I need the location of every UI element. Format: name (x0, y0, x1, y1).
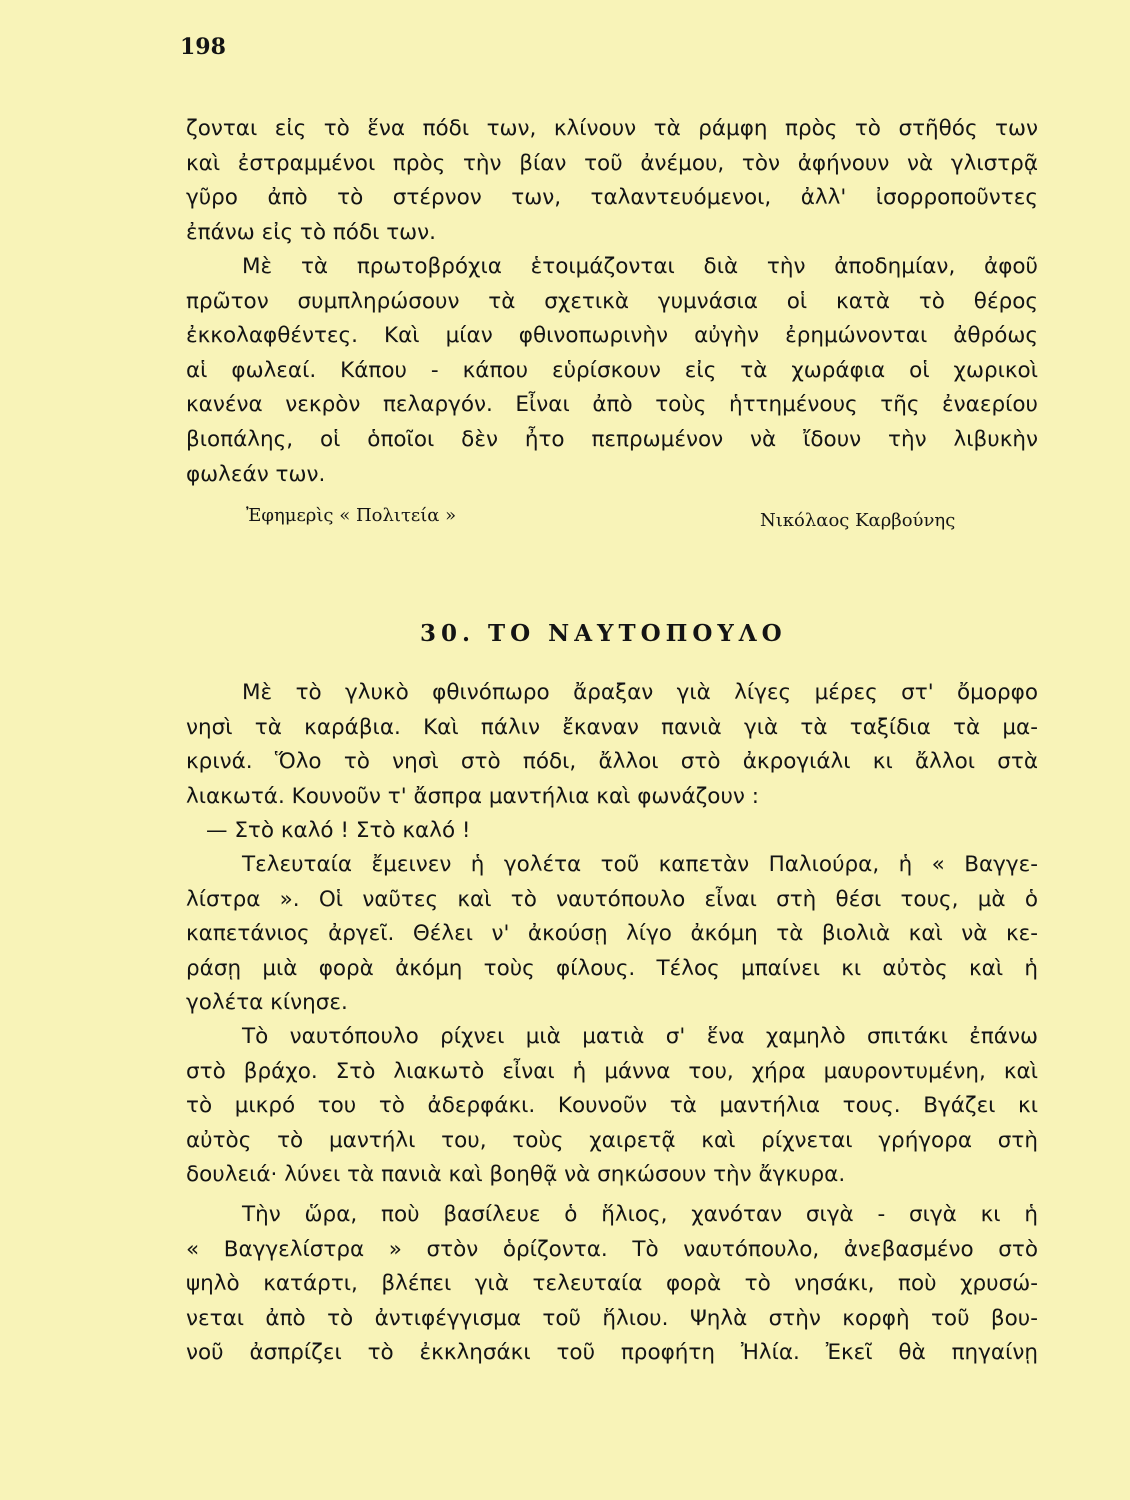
article-paragraph-2 (186, 250, 1038, 492)
text-line: αὐτὸς τὸ μαντήλι του, τοὺς χαιρετᾷ καὶ ρίχνεται γρήγορα στὴ (186, 1127, 1038, 1153)
text-line: κανένα νεκρὸν πελαργόν. Εἶναι ἀπὸ τοὺς ἡττημένους τῆς ἐναερίου (186, 392, 1038, 418)
text-line: λιακωτά. Κουνοῦν τ' ἄσπρα μαντήλια καὶ φωνάζουν : (186, 783, 759, 809)
text-line: νοῦ ἀσπρίζει τὸ ἐκκλησάκι τοῦ προφήτη Ἠλία. Ἐκεῖ θὰ πηγαίνῃ (186, 1340, 1038, 1366)
article-paragraph-1 (186, 112, 1038, 250)
text-line: Τελευταία ἔμεινεν ἡ γολέτα τοῦ καπετὰν Παλιούρα, ἡ « Βαγγε- (242, 852, 1038, 877)
article-source: Ἐφημερὶς « Πολιτεία » (246, 505, 457, 526)
text-line: καὶ ἐστραμμένοι πρὸς τὴν βίαν τοῦ ἀνέμου, τὸν ἀφήνουν νὰ γλιστρᾷ (186, 150, 1038, 176)
dialogue-line: — Στὸ καλό ! Στὸ καλό ! (206, 818, 471, 844)
text-line: νησὶ τὰ καράβια. Καὶ πάλιν ἔκαναν πανιὰ γιὰ τὰ ταξίδια τὰ μα- (186, 714, 1038, 740)
text-line: καπετάνιος ἀργεῖ. Θέλει ν' ἀκούσῃ λίγο ἀκόμη τὰ βιολιὰ καὶ νὰ κε- (186, 921, 1038, 947)
text-line: πρῶτον συμπληρώσουν τὰ σχετικὰ γυμνάσια οἱ κατὰ τὸ θέρος (186, 288, 1038, 314)
text-line: γῦρο ἀπὸ τὸ στέρνον των, ταλαντευόμενοι, ἀλλ' ἰσορροποῦντες (186, 185, 1038, 211)
text-line: Μὲ τὸ γλυκὸ φθινόπωρο ἄραξαν γιὰ λίγες μέρες στ' ὄμορφο (242, 680, 1038, 705)
text-line: Τὴν ὥρα, ποὺ βασίλευε ὁ ἥλιος, χανόταν σιγὰ - σιγὰ κι ἡ (242, 1202, 1038, 1227)
text-line: αἱ φωλεαί. Κάπου - κάπου εὑρίσκουν εἰς τὰ χωράφια οἱ χωρικοὶ (186, 357, 1038, 383)
chapter-paragraph-4 (186, 1198, 1038, 1371)
text-line: γολέτα κίνησε. (186, 990, 348, 1016)
text-line: Μὲ τὰ πρωτοβρόχια ἑτοιμάζονται διὰ τὴν ἀποδημίαν, ἀφοῦ (242, 254, 1038, 279)
text-line: ἐπάνω εἰς τὸ πόδι των. (186, 219, 437, 245)
text-line: βιοπάλης, οἱ ὁποῖοι δὲν ἦτο πεπρωμένον νὰ ἴδουν τὴν λιβυκὴν (186, 426, 1038, 452)
text-line: ψηλὸ κατάρτι, βλέπει γιὰ τελευταία φορὰ τὸ νησάκι, ποὺ χρυσώ- (186, 1271, 1038, 1297)
text-line: τὸ μικρό του τὸ ἀδερφάκι. Κουνοῦν τὰ μαντήλια τους. Βγάζει κι (186, 1093, 1038, 1119)
text-line: κρινά. Ὅλο τὸ νησὶ στὸ πόδι, ἄλλοι στὸ ἀκρογιάλι κι ἄλλοι στὰ (186, 749, 1038, 775)
text-line: « Βαγγελίστρα » στὸν ὁρίζοντα. Τὸ ναυτόπουλο, ἀνεβασμένο στὸ (186, 1236, 1038, 1262)
text-line: ράσῃ μιὰ φορὰ ἀκόμη τοὺς φίλους. Τέλος μπαίνει κι αὐτὸς καὶ ἡ (186, 955, 1038, 981)
chapter-paragraph-1 (186, 676, 1038, 849)
chapter-title: 30. ΤΟ ΝΑΥΤΟΠΟΥΛΟ (420, 620, 787, 647)
text-line: στὸ βράχο. Στὸ λιακωτὸ εἶναι ἡ μάννα του, χήρα μαυροντυμένη, καὶ (186, 1058, 1038, 1084)
chapter-paragraph-2 (186, 848, 1038, 1021)
article-author: Νικόλαος Καρβούνης (760, 510, 956, 531)
text-line: Τὸ ναυτόπουλο ρίχνει μιὰ ματιὰ σ' ἕνα χαμηλὸ σπιτάκι ἐπάνω (242, 1024, 1038, 1049)
text-line: ἐκκολαφθέντες. Καὶ μίαν φθινοπωρινὴν αὐγὴν ἐρημώνονται ἀθρόως (186, 323, 1038, 349)
text-line: δουλειά· λύνει τὰ πανιὰ καὶ βοηθᾷ νὰ σηκώσουν τὴν ἄγκυρα. (186, 1162, 846, 1188)
text-line: λίστρα ». Οἱ ναῦτες καὶ τὸ ναυτόπουλο εἶναι στὴ θέσι τους, μὰ ὁ (186, 886, 1038, 912)
text-line: νεται ἀπὸ τὸ ἀντιφέγγισμα τοῦ ἥλιου. Ψηλὰ στὴν κορφὴ τοῦ βου- (186, 1305, 1038, 1331)
chapter-paragraph-3 (186, 1020, 1038, 1193)
text-line: φωλεάν των. (186, 461, 326, 487)
page-number: 198 (180, 34, 226, 60)
text-line: ζονται εἰς τὸ ἕνα πόδι των, κλίνουν τὰ ράμφη πρὸς τὸ στῆθός των (186, 116, 1038, 141)
